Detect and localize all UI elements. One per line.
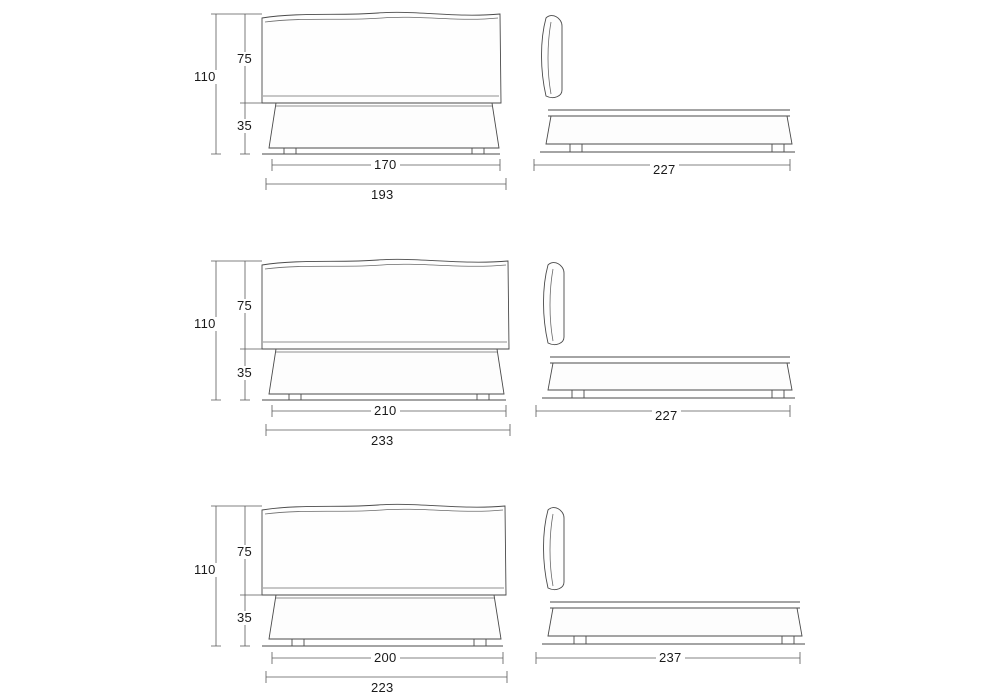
- dim-label-size3-headboard-height: 75: [234, 545, 255, 559]
- dim-label-size2-width-outer: 233: [368, 434, 397, 448]
- dim-label-size2-base-height: 35: [234, 366, 255, 380]
- dim-label-size2-width-inner: 210: [371, 404, 400, 418]
- dim-label-size1-width-inner: 170: [371, 158, 400, 172]
- dim-label-size2-headboard-height: 75: [234, 299, 255, 313]
- group-size-2-side-elevation: [542, 263, 795, 398]
- dim-label-size1-width-outer: 193: [368, 188, 397, 202]
- dim-label-size2-side-length: 227: [652, 409, 681, 423]
- dim-label-size1-headboard-height: 75: [234, 52, 255, 66]
- dim-label-size3-base-height: 35: [234, 611, 255, 625]
- group-size-3-front-elevation: [262, 504, 506, 646]
- group-size-3-side-elevation: [542, 508, 805, 644]
- dim-label-size2-height-total: 110: [191, 317, 219, 331]
- dim-label-size1-height-total: 110: [191, 70, 219, 84]
- group-size-2-front-elevation: [262, 259, 509, 400]
- dim-label-size1-base-height: 35: [234, 119, 255, 133]
- dim-label-size3-side-length: 237: [656, 651, 685, 665]
- dim-label-size3-height-total: 110: [191, 563, 219, 577]
- dim-label-size3-width-inner: 200: [371, 651, 400, 665]
- dim-label-size1-side-length: 227: [650, 163, 679, 177]
- group-size-1-front-elevation: [262, 12, 501, 154]
- group-size-1-side-elevation: [540, 16, 795, 152]
- dim-label-size3-width-outer: 223: [368, 681, 397, 695]
